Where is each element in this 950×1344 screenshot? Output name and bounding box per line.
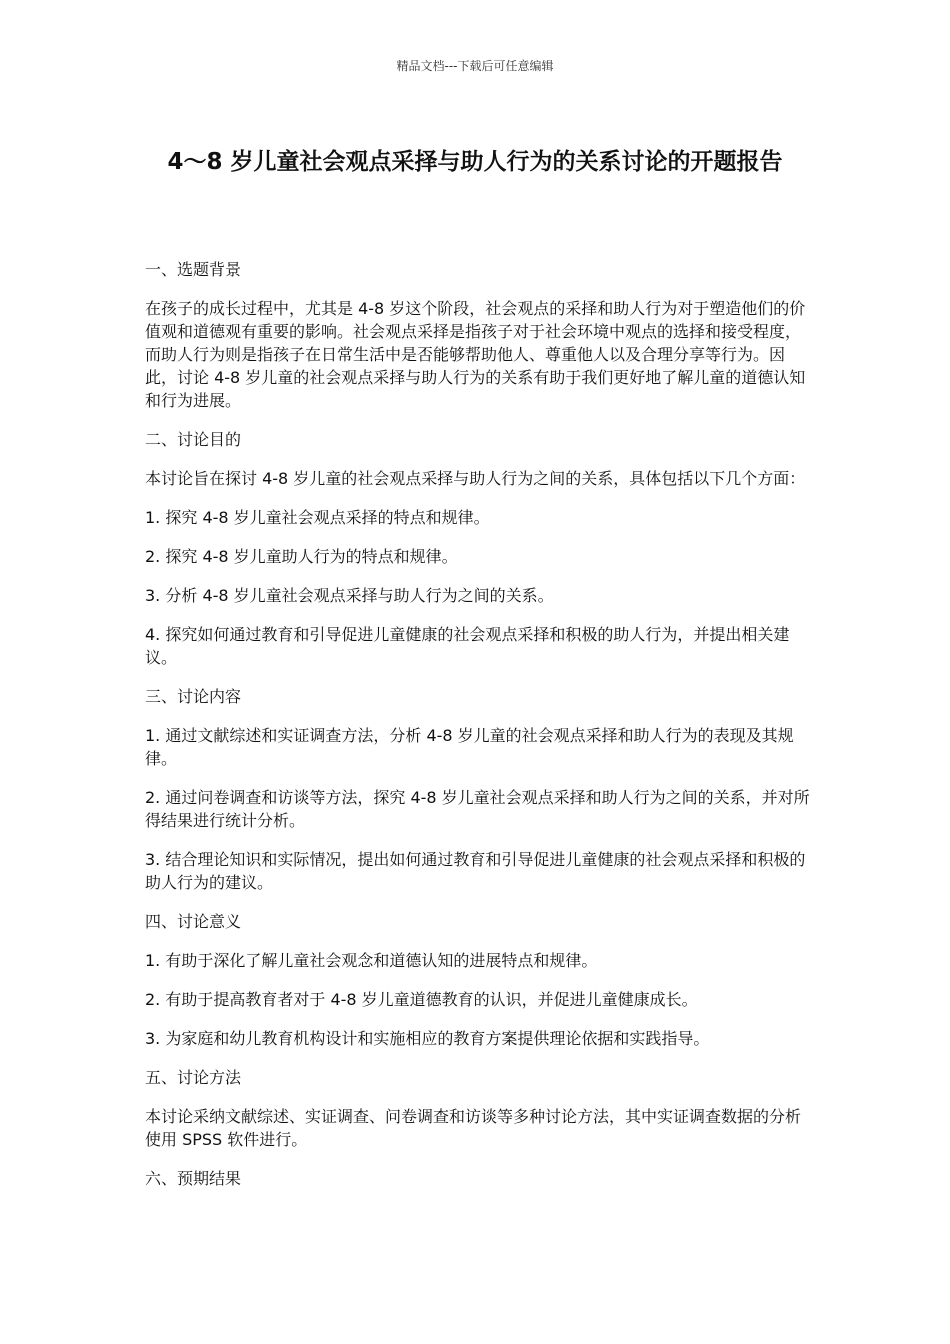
document-body: [145, 258, 810, 1206]
section-heading-expected-results: 六、预期结果: [145, 1169, 242, 1188]
list-item-significance-3: 3. 为家庭和幼儿教育机构设计和实施相应的教育方案提供理论依据和实践指导。: [145, 1029, 710, 1048]
list-item-significance-1: 1. 有助于深化了解儿童社会观念和道德认知的进展特点和规律。: [145, 951, 598, 970]
list-item-purpose-4: 4. 探究如何通过教育和引导促进儿童健康的社会观点采择和积极的助人行为，并提出相关建议。: [145, 625, 790, 667]
paragraph-background: 在孩子的成长过程中，尤其是 4-8 岁这个阶段，社会观点的采择和助人行为对于塑造他们的价值观和道德观有重要的影响。社会观点采择是指孩子对于社会环境中观点的选择和接受程度，而助人行为则是指孩子在日常生活中是否能够帮助他人、尊重他人以及合理分享等行为。因此，讨论 4-8 岁儿童的社会观点采择与助人行为的关系有助于我们更好地了解儿童的道德认知和行为进展。: [145, 299, 806, 410]
list-item-purpose-2: 2. 探究 4-8 岁儿童助人行为的特点和规律。: [145, 547, 458, 566]
paragraph-purpose: 本讨论旨在探讨 4-8 岁儿童的社会观点采择与助人行为之间的关系，具体包括以下几个方面：: [145, 469, 806, 488]
section-heading-purpose: 二、讨论目的: [145, 430, 242, 449]
list-item-content-1: 1. 通过文献综述和实证调查方法，分析 4-8 岁儿童的社会观点采择和助人行为的表现及其规律。: [145, 726, 794, 768]
list-item-significance-2: 2. 有助于提高教育者对于 4-8 岁儿童道德教育的认识，并促进儿童健康成长。: [145, 990, 698, 1009]
list-item-content-2: 2. 通过问卷调查和访谈等方法，探究 4-8 岁儿童社会观点采择和助人行为之间的关系，并对所得结果进行统计分析。: [145, 788, 810, 830]
section-heading-content: 三、讨论内容: [145, 687, 242, 706]
section-heading-significance: 四、讨论意义: [145, 912, 242, 931]
list-item-purpose-3: 3. 分析 4-8 岁儿童社会观点采择与助人行为之间的关系。: [145, 586, 554, 605]
header-note: 精品文档---下载后可任意编辑: [396, 59, 554, 73]
list-item-purpose-1: 1. 探究 4-8 岁儿童社会观点采择的特点和规律。: [145, 508, 490, 527]
section-heading-methods: 五、讨论方法: [145, 1068, 242, 1087]
paragraph-methods: 本讨论采纳文献综述、实证调查、问卷调查和访谈等多种讨论方法，其中实证调查数据的分析使用 SPSS 软件进行。: [145, 1107, 802, 1149]
list-item-content-3: 3. 结合理论知识和实际情况，提出如何通过教育和引导促进儿童健康的社会观点采择和积极的助人行为的建议。: [145, 850, 806, 892]
section-heading-background: 一、选题背景: [145, 260, 242, 279]
document-title: 4～8 岁儿童社会观点采择与助人行为的关系讨论的开题报告: [167, 149, 783, 175]
